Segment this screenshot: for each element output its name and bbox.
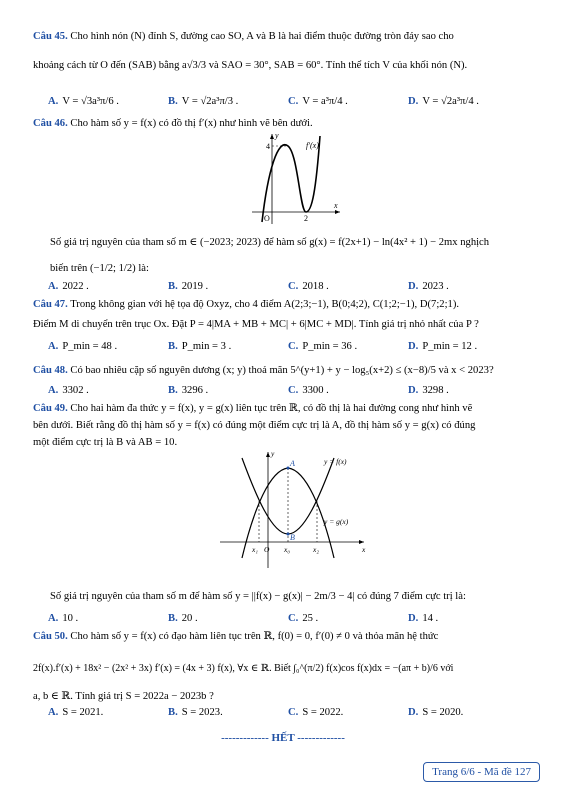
curve-label: f′(x) (306, 141, 319, 150)
q50-text-1: Cho hàm số y = f(x) có đạo hàm liên tục trên ℝ, f(0) = 0, f′(0) ≠ 0 và thỏa mãn hệ thức (70, 631, 439, 642)
q48-label: Câu 48. (33, 365, 68, 376)
q49-option-a[interactable] (48, 612, 78, 626)
q50-line1 (33, 630, 536, 644)
q45-option-c[interactable] (288, 95, 348, 109)
origin-label: O (264, 214, 270, 223)
option-text: 2023 . (422, 281, 449, 292)
x0-label: x₀ (284, 545, 290, 554)
option-letter: A. (48, 613, 59, 624)
q46-line1 (33, 117, 536, 131)
option-text: 25 . (302, 613, 319, 624)
option-letter: A. (48, 96, 59, 107)
q49-option-c[interactable] (288, 612, 318, 626)
option-text: 2018 . (302, 281, 329, 292)
option-letter: D. (408, 613, 419, 624)
option-text: P_min = 12 . (422, 341, 478, 352)
option-text: 2022 . (62, 281, 89, 292)
q49-label: Câu 49. (33, 403, 68, 414)
q49-line1 (33, 402, 536, 416)
q47-label: Câu 47. (33, 299, 68, 310)
y-axis-arrow (266, 452, 270, 457)
q49-option-b[interactable] (168, 612, 198, 626)
y-tick-4: 4 (266, 142, 270, 151)
label-b: B (290, 533, 295, 542)
origin-label: O (264, 545, 270, 554)
option-text: P_min = 3 . (181, 341, 232, 352)
q47-option-c[interactable] (288, 340, 357, 354)
q48-option-b[interactable] (168, 384, 208, 398)
g-label: y = g(x) (324, 517, 349, 526)
option-text: S = 2021. (62, 707, 104, 718)
end-marker: ------------- HẾT ------------- (221, 732, 345, 744)
q47-option-b[interactable] (168, 340, 231, 354)
x-axis-label: x (362, 545, 366, 554)
q48-line1 (33, 364, 536, 378)
option-letter: B. (168, 385, 178, 396)
q46-option-d[interactable] (408, 280, 449, 294)
option-text: 3300 . (302, 385, 329, 396)
option-text: 3302 . (62, 385, 89, 396)
q47-option-a[interactable] (48, 340, 117, 354)
option-text: V = √2a³π/3 . (181, 96, 239, 107)
label-a: A (290, 459, 295, 468)
option-text: 2019 . (181, 281, 209, 292)
y-axis-label: y (275, 131, 279, 140)
option-text: S = 2022. (302, 707, 344, 718)
q46-option-c[interactable] (288, 280, 329, 294)
q48-text-1: Có bao nhiêu cặp số nguyên dương (x; y) thoả mãn 5^(y+1) + y − log₅(x+2) ≤ (x−8)/5 và x < 2023? (70, 365, 494, 376)
q46-graph (248, 130, 344, 226)
q45-text-2: khoảng cách từ O đến (SAB) bằng a√3/3 và SAO = 30°, SAB = 60°. Tính thể tích V của khối nón (N). (33, 60, 468, 71)
option-letter: C. (288, 613, 299, 624)
q46-text-3: biến trên (−1/2; 1/2) là: (50, 263, 149, 274)
q48-option-d[interactable] (408, 384, 449, 398)
q50-label: Câu 50. (33, 631, 68, 642)
q47-line1 (33, 298, 536, 312)
q49-text-2: bên dưới. Biết rằng đồ thị hàm số y = f(x) có đúng một điểm cực trị là A, đồ thị hàm số y = g(x) có đúng (33, 420, 476, 431)
q46-option-a[interactable] (48, 280, 89, 294)
f-label: y = f(x) (324, 457, 347, 466)
option-letter: C. (288, 385, 299, 396)
option-text: V = a³π/4 . (302, 96, 348, 107)
x-axis-label: x (334, 201, 338, 210)
q45-line1 (33, 30, 536, 44)
page-footer: Trang 6/6 - Mã đề 127 (423, 762, 540, 782)
q49-text-4: Số giá trị nguyên của tham số m để hàm số y = ||f(x) − g(x)| − 2m/3 − 4| có đúng 7 điểm cực trị là: (50, 591, 466, 602)
option-letter: A. (48, 385, 59, 396)
q45-option-a[interactable] (48, 95, 119, 109)
q47-text-1: Trong không gian với hệ tọa độ Oxyz, cho 4 điểm A(2;3;−1), B(0;4;2), C(1;2;−1), D(7;2;1). (70, 299, 459, 310)
q49-option-d[interactable] (408, 612, 438, 626)
option-letter: B. (168, 341, 178, 352)
q45-text-1: Cho hình nón (N) đỉnh S, đường cao SO, A và B là hai điểm thuộc đường tròn đáy sao cho (70, 31, 454, 42)
option-text: 10 . (62, 613, 79, 624)
x-axis-arrow (335, 210, 340, 214)
q50-option-c[interactable] (288, 706, 343, 720)
option-letter: D. (408, 385, 419, 396)
option-letter: D. (408, 341, 419, 352)
option-letter: C. (288, 707, 299, 718)
q49-graph (212, 448, 372, 572)
q46-option-b[interactable] (168, 280, 208, 294)
q50-option-d[interactable] (408, 706, 463, 720)
option-text: V = √3a³π/6 . (62, 96, 119, 107)
option-text: P_min = 36 . (302, 341, 358, 352)
option-text: P_min = 48 . (62, 341, 118, 352)
y-axis-arrow (270, 134, 274, 139)
option-letter: C. (288, 96, 299, 107)
y-axis-label: y (271, 449, 275, 458)
q50-text-2: 2f(x).f′(x) + 18x² − (2x² + 3x) f′(x) = (4x + 3) f(x), ∀x ∈ ℝ. Biết ∫₀^(π/2) f(x)cos f(x)dx = −(aπ + b)/6 với (33, 663, 454, 674)
option-letter: A. (48, 281, 59, 292)
q45-option-b[interactable] (168, 95, 238, 109)
x2-label: x₂ (313, 545, 319, 554)
q50-text-3: a, b ∈ ℝ. Tính giá trị S = 2022a − 2023b ? (33, 691, 214, 702)
q46-label: Câu 46. (33, 118, 68, 129)
option-text: V = √2a³π/4 . (422, 96, 479, 107)
option-text: 14 . (422, 613, 439, 624)
q48-option-a[interactable] (48, 384, 89, 398)
option-text: S = 2020. (422, 707, 464, 718)
q46-text-2: Số giá trị nguyên của tham số m ∈ (−2023; 2023) để hàm số g(x) = f(2x+1) − ln(4x² + 1) − 2mx nghịch (50, 237, 490, 248)
option-text: 3296 . (181, 385, 209, 396)
option-text: 3298 . (422, 385, 449, 396)
x-axis-arrow (359, 540, 364, 544)
option-letter: C. (288, 281, 299, 292)
option-letter: D. (408, 707, 419, 718)
option-letter: B. (168, 96, 178, 107)
q50-option-a[interactable] (48, 706, 103, 720)
option-text: S = 2023. (181, 707, 223, 718)
q45-option-d[interactable] (408, 95, 479, 109)
option-letter: C. (288, 341, 299, 352)
q50-option-b[interactable] (168, 706, 223, 720)
x1-label: x₁ (252, 545, 258, 554)
q49-text-3: một điểm cực trị là B và AB = 10. (33, 437, 178, 448)
option-letter: B. (168, 613, 178, 624)
option-text: 20 . (181, 613, 198, 624)
q48-option-c[interactable] (288, 384, 329, 398)
option-letter: D. (408, 281, 419, 292)
q46-text-1: Cho hàm số y = f(x) có đồ thị f′(x) như hình vẽ bên dưới. (70, 118, 313, 129)
option-letter: B. (168, 281, 178, 292)
q45-label: Câu 45. (33, 31, 68, 42)
option-letter: A. (48, 707, 59, 718)
x-tick-2: 2 (304, 214, 308, 223)
option-letter: D. (408, 96, 419, 107)
q47-option-d[interactable] (408, 340, 477, 354)
option-letter: A. (48, 341, 59, 352)
q47-text-2: Điểm M di chuyển trên trục Ox. Đặt P = 4|MA + MB + MC| + 6|MC + MD|. Tính giá trị nhỏ nhất của P ? (33, 319, 479, 330)
q49-text-1: Cho hai hàm đa thức y = f(x), y = g(x) liên tục trên ℝ, có đồ thị là hai đường cong như hình vẽ (70, 403, 473, 414)
option-letter: B. (168, 707, 178, 718)
